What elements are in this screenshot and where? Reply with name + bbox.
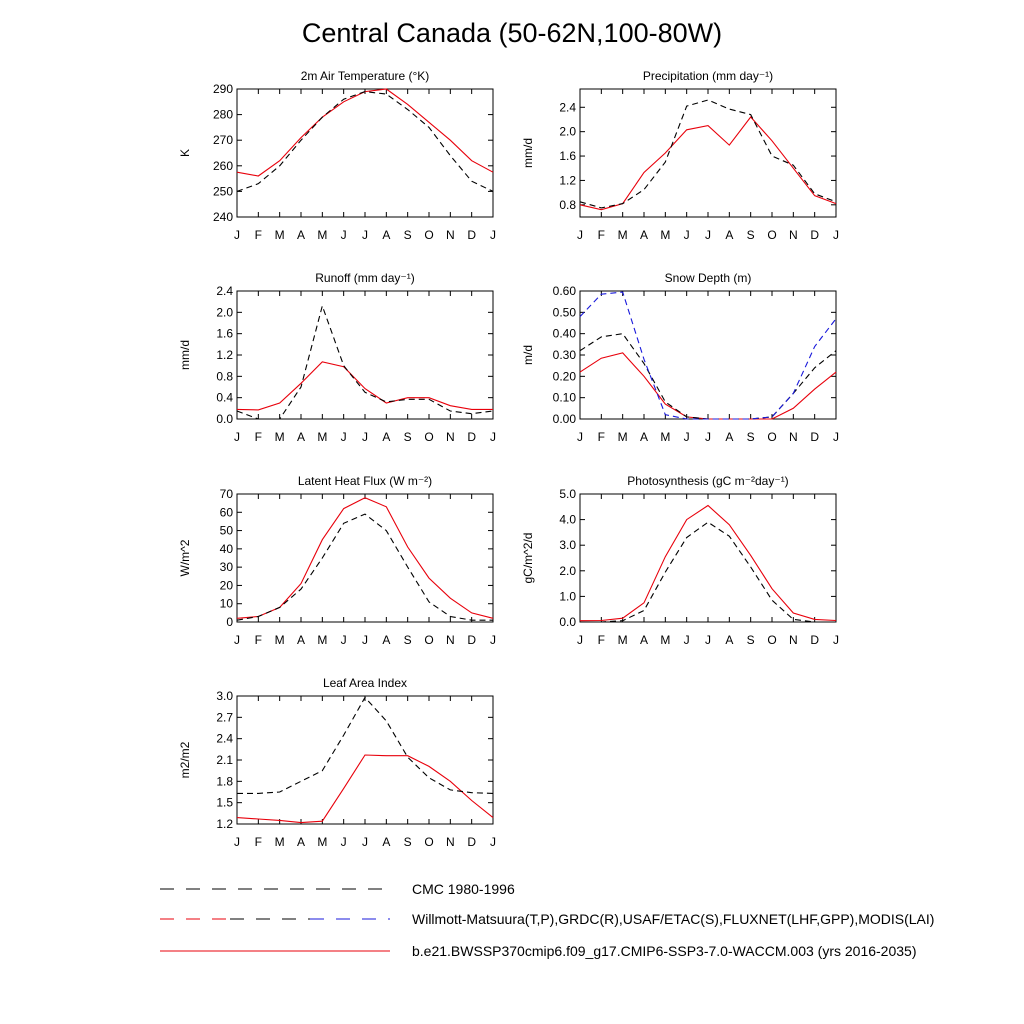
- y-tick-label: 260: [212, 158, 233, 173]
- x-tick-label: J: [234, 835, 240, 849]
- x-tick-label: S: [746, 228, 755, 242]
- legend-label: Willmott-Matsuura(T,P),GRDC(R),USAF/ETAC(S),FLUXNET(LHF,GPP),MODIS(LAI): [412, 911, 935, 927]
- x-tick-label: J: [362, 633, 368, 647]
- y-tick-label: 50: [219, 523, 233, 538]
- x-tick-label: J: [234, 430, 240, 444]
- panel-title: Runoff (mm day⁻¹): [315, 271, 415, 285]
- y-tick-label: 2.4: [216, 284, 233, 298]
- y-tick-label: 2.4: [559, 100, 576, 115]
- x-tick-label: S: [403, 430, 412, 444]
- x-tick-label: J: [234, 633, 240, 647]
- x-tick-label: A: [382, 228, 391, 242]
- x-tick-label: N: [445, 430, 455, 444]
- x-tick-label: J: [833, 228, 839, 242]
- y-tick-label: 1.2: [216, 817, 233, 831]
- plot-frame: [580, 494, 836, 622]
- panel-title: Latent Heat Flux (W m⁻²): [297, 474, 433, 488]
- figure-title: Central Canada (50-62N,100-80W): [301, 18, 723, 48]
- x-tick-label: A: [296, 228, 306, 242]
- x-tick-label: M: [317, 430, 328, 444]
- y-tick-label: 0.0: [216, 412, 233, 426]
- x-tick-label: F: [254, 633, 263, 647]
- x-tick-label: J: [683, 228, 690, 242]
- series-line-obs: [580, 522, 836, 622]
- x-tick-label: F: [254, 228, 263, 242]
- y-tick-label: 0.8: [559, 197, 576, 212]
- x-tick-label: J: [577, 430, 583, 444]
- series-line-obs: [237, 92, 493, 192]
- y-tick-label: 1.0: [559, 589, 576, 604]
- x-tick-label: J: [362, 835, 368, 849]
- x-tick-label: F: [254, 430, 263, 444]
- y-axis-label: m2/m2: [178, 741, 192, 779]
- x-tick-label: S: [403, 633, 412, 647]
- x-tick-label: J: [833, 633, 839, 647]
- x-tick-label: J: [490, 633, 496, 647]
- x-tick-label: M: [617, 228, 628, 242]
- panel-6: [521, 474, 839, 647]
- plot-frame: [237, 494, 493, 622]
- y-axis-label: W/m^2: [178, 539, 192, 577]
- x-tick-label: D: [810, 430, 820, 444]
- y-tick-label: 0.40: [552, 326, 576, 341]
- y-tick-label: 4.0: [559, 512, 576, 527]
- x-tick-label: J: [705, 228, 711, 242]
- x-tick-label: J: [683, 633, 690, 647]
- x-tick-label: J: [340, 430, 347, 444]
- legend: [160, 881, 934, 959]
- y-tick-label: 0.50: [552, 305, 576, 320]
- y-tick-label: 0.0: [559, 615, 576, 629]
- plot-frame: [237, 89, 493, 217]
- series-line-obs: [237, 306, 493, 419]
- y-axis-label: m/d: [521, 344, 535, 366]
- y-tick-label: 20: [219, 578, 233, 593]
- panel-title: Photosynthesis (gC m⁻²day⁻¹): [627, 474, 789, 488]
- x-tick-label: O: [424, 228, 434, 242]
- y-tick-label: 0.20: [552, 369, 576, 384]
- y-tick-label: 240: [212, 210, 233, 224]
- panel-2: [521, 69, 839, 242]
- x-tick-label: M: [317, 835, 328, 849]
- x-tick-label: S: [403, 835, 412, 849]
- x-tick-label: D: [467, 228, 477, 242]
- x-tick-label: J: [362, 228, 368, 242]
- x-tick-label: J: [340, 633, 347, 647]
- series-line-cmc: [580, 292, 836, 419]
- x-tick-label: A: [639, 228, 649, 242]
- x-tick-label: A: [296, 835, 306, 849]
- panel-5: [178, 474, 496, 647]
- legend-label: b.e21.BWSSP370cmip6.f09_g17.CMIP6-SSP3-7.0-WACCM.003 (yrs 2016-2035): [412, 943, 917, 959]
- y-tick-label: 0.30: [552, 348, 576, 362]
- x-tick-label: M: [617, 430, 628, 444]
- x-tick-label: M: [317, 228, 328, 242]
- x-tick-label: D: [810, 633, 820, 647]
- x-tick-label: O: [424, 835, 434, 849]
- panel-title: Precipitation (mm day⁻¹): [642, 69, 774, 83]
- x-tick-label: S: [746, 430, 755, 444]
- x-tick-label: N: [788, 633, 798, 647]
- x-tick-label: N: [445, 835, 455, 849]
- y-tick-label: 30: [219, 560, 233, 575]
- series-line-obs: [580, 334, 836, 419]
- y-tick-label: 250: [212, 184, 233, 199]
- x-tick-label: F: [597, 633, 606, 647]
- x-tick-label: J: [833, 430, 839, 444]
- x-tick-label: J: [705, 633, 711, 647]
- panel-1: [178, 69, 496, 242]
- y-tick-label: 1.6: [559, 149, 576, 164]
- y-tick-label: 1.2: [559, 173, 576, 188]
- panel-title: 2m Air Temperature (°K): [300, 69, 430, 83]
- y-tick-label: 280: [212, 107, 233, 122]
- y-axis-label: mm/d: [521, 138, 535, 168]
- y-tick-label: 1.5: [216, 795, 233, 810]
- series-line-model: [580, 506, 836, 621]
- y-tick-label: 0.4: [216, 390, 233, 405]
- x-tick-label: M: [317, 633, 328, 647]
- x-tick-label: J: [577, 633, 583, 647]
- x-tick-label: M: [660, 430, 671, 444]
- y-tick-label: 2.1: [216, 753, 233, 767]
- x-tick-label: O: [767, 633, 777, 647]
- y-tick-label: 0: [226, 615, 233, 629]
- y-tick-label: 3.0: [216, 689, 233, 703]
- x-tick-label: S: [403, 228, 412, 242]
- y-tick-label: 10: [219, 596, 233, 611]
- x-tick-label: A: [639, 430, 649, 444]
- panel-title: Leaf Area Index: [322, 676, 408, 690]
- x-tick-label: J: [362, 430, 368, 444]
- y-tick-label: 0.8: [216, 369, 233, 384]
- series-line-model: [237, 362, 493, 410]
- x-tick-label: M: [660, 633, 671, 647]
- x-tick-label: D: [467, 430, 477, 444]
- series-line-obs: [237, 697, 493, 793]
- series-line-model: [237, 498, 493, 619]
- y-tick-label: 2.0: [216, 305, 233, 320]
- x-tick-label: M: [617, 633, 628, 647]
- x-tick-label: J: [340, 835, 347, 849]
- x-tick-label: J: [705, 430, 711, 444]
- x-tick-label: J: [490, 835, 496, 849]
- x-tick-label: J: [340, 228, 347, 242]
- x-tick-label: N: [445, 633, 455, 647]
- panel-3: [178, 271, 496, 444]
- x-tick-label: F: [597, 430, 606, 444]
- x-tick-label: O: [767, 430, 777, 444]
- y-tick-label: 5.0: [559, 487, 576, 501]
- x-tick-label: S: [746, 633, 755, 647]
- x-tick-label: A: [725, 228, 734, 242]
- y-tick-label: 40: [219, 541, 233, 556]
- x-tick-label: M: [274, 430, 285, 444]
- x-tick-label: D: [467, 835, 477, 849]
- x-tick-label: D: [467, 633, 477, 647]
- x-tick-label: N: [788, 228, 798, 242]
- x-tick-label: M: [660, 228, 671, 242]
- x-tick-label: F: [597, 228, 606, 242]
- x-tick-label: M: [274, 633, 285, 647]
- plot-frame: [580, 89, 836, 217]
- x-tick-label: A: [382, 835, 391, 849]
- x-tick-label: A: [725, 633, 734, 647]
- x-tick-label: A: [382, 633, 391, 647]
- plot-frame: [237, 291, 493, 419]
- x-tick-label: A: [725, 430, 734, 444]
- y-tick-label: 1.6: [216, 326, 233, 341]
- panel-4: [521, 271, 839, 444]
- x-tick-label: J: [490, 228, 496, 242]
- y-tick-label: 70: [219, 487, 233, 501]
- x-tick-label: O: [424, 633, 434, 647]
- y-tick-label: 3.0: [559, 538, 576, 553]
- y-tick-label: 2.0: [559, 563, 576, 578]
- x-tick-label: D: [810, 228, 820, 242]
- y-tick-label: 0.00: [552, 412, 576, 426]
- y-tick-label: 2.7: [216, 710, 233, 725]
- y-tick-label: 290: [212, 82, 233, 96]
- series-line-obs: [237, 514, 493, 620]
- x-tick-label: M: [274, 835, 285, 849]
- x-tick-label: J: [490, 430, 496, 444]
- plot-frame: [237, 696, 493, 824]
- x-tick-label: N: [445, 228, 455, 242]
- y-tick-label: 2.4: [216, 731, 233, 746]
- legend-label: CMC 1980-1996: [412, 881, 515, 897]
- x-tick-label: F: [254, 835, 263, 849]
- y-tick-label: 1.8: [216, 774, 233, 789]
- x-tick-label: J: [234, 228, 240, 242]
- series-line-model: [580, 117, 836, 210]
- x-tick-label: J: [577, 228, 583, 242]
- series-line-obs: [580, 100, 836, 208]
- y-tick-label: 60: [219, 505, 233, 520]
- y-tick-label: 0.10: [552, 390, 576, 405]
- x-tick-label: A: [382, 430, 391, 444]
- y-axis-label: K: [178, 148, 192, 158]
- panel-7: [178, 676, 496, 849]
- y-tick-label: 270: [212, 133, 233, 148]
- y-tick-label: 2.0: [559, 124, 576, 139]
- panel-title: Snow Depth (m): [664, 271, 752, 285]
- series-line-model: [580, 353, 836, 419]
- plot-frame: [580, 291, 836, 419]
- y-tick-label: 1.2: [216, 348, 233, 362]
- x-tick-label: A: [296, 633, 306, 647]
- x-tick-label: O: [424, 430, 434, 444]
- series-line-model: [237, 755, 493, 823]
- x-tick-label: A: [639, 633, 649, 647]
- y-tick-label: 0.60: [552, 284, 576, 298]
- y-axis-label: gC/m^2/d: [521, 532, 535, 584]
- x-tick-label: J: [683, 430, 690, 444]
- x-tick-label: O: [767, 228, 777, 242]
- x-tick-label: M: [274, 228, 285, 242]
- series-line-model: [237, 89, 493, 176]
- y-axis-label: mm/d: [178, 340, 192, 370]
- x-tick-label: A: [296, 430, 306, 444]
- x-tick-label: N: [788, 430, 798, 444]
